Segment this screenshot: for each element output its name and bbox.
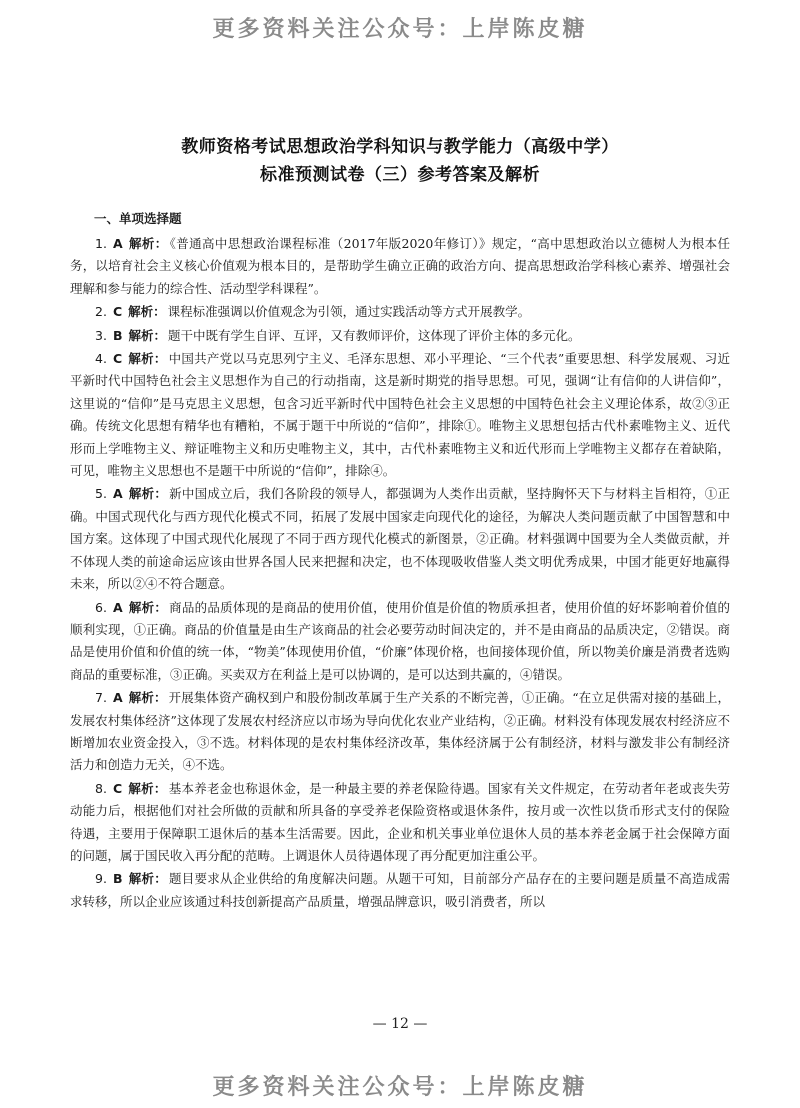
question-number: 3. bbox=[95, 327, 107, 343]
answer-letter: B bbox=[112, 871, 123, 887]
analysis-text: 课程标准强调以价值观念为引领，通过实践活动等方式开展教学。 bbox=[167, 304, 531, 320]
analysis-label: 解析： bbox=[128, 599, 168, 615]
analysis-label: 解析： bbox=[128, 304, 166, 320]
answer-item-2 bbox=[70, 301, 730, 323]
analysis-label: 解析： bbox=[128, 351, 167, 367]
analysis-text: 《普通高中思想政治课程标准（2017年版2020年修订）》规定，“高中思想政治以立德树人为根本任务，以培育社会主义核心价值观为根本目的，是帮助学生确立正确的政治方向、提高思想政治学科核心素养、增强社会理解和参与能力的综合性、活动型学科课程”。 bbox=[70, 236, 730, 296]
answer-item-5 bbox=[70, 483, 730, 595]
analysis-text: 题目要求从企业供给的角度解决问题。从题干可知，目前部分产品存在的主要问题是质量不高造成需求转移，所以企业应该通过科技创新提高产品质量，增强品牌意识，吸引消费者，所以 bbox=[70, 871, 730, 909]
answer-letter: C bbox=[112, 304, 123, 320]
answer-item-6 bbox=[70, 597, 730, 687]
question-number: 1. bbox=[95, 236, 107, 251]
question-number: 6. bbox=[95, 599, 107, 615]
analysis-label: 解析： bbox=[128, 236, 168, 251]
answer-content bbox=[70, 208, 730, 914]
section-heading: 一、单项选择题 bbox=[94, 211, 182, 226]
question-number: 5. bbox=[95, 486, 107, 502]
question-number: 7. bbox=[95, 690, 107, 706]
document-title-line-1: 教师资格考试思想政治学科知识与教学能力（高级中学） bbox=[181, 137, 619, 157]
watermark-bottom: 更多资料关注公众号：上岸陈皮糖 bbox=[212, 1075, 588, 1100]
document-title-line-2: 标准预测试卷（三）参考答案及解析 bbox=[260, 165, 540, 185]
question-number: 2. bbox=[95, 304, 107, 320]
analysis-text: 题干中既有学生自评、互评，又有教师评价，这体现了评价主体的多元化。 bbox=[167, 327, 581, 343]
answer-item-4 bbox=[70, 348, 730, 482]
watermark-top: 更多资料关注公众号：上岸陈皮糖 bbox=[212, 17, 588, 42]
analysis-label: 解析： bbox=[128, 871, 167, 887]
answer-letter: B bbox=[112, 327, 123, 343]
answer-item-8 bbox=[70, 778, 730, 868]
answer-item-9 bbox=[70, 868, 730, 913]
analysis-label: 解析： bbox=[128, 780, 167, 796]
question-number: 8. bbox=[95, 780, 107, 796]
question-number: 9. bbox=[95, 871, 107, 887]
page-number: — 12 — bbox=[372, 1016, 428, 1032]
answer-letter: A bbox=[112, 486, 123, 502]
analysis-text: 开展集体资产确权到户和股份制改革属于生产关系的不断完善，①正确。“在立足供需对接的基础上，发展农村集体经济”这体现了发展农村经济应以市场为导向优化农业产业结构，②正确。材料没有体现发展农村经济应不断增加农业资金投入，③不选。材料体现的是农村集体经济改革，集体经济属于公有制经济，材料与激发非公有制经济活力和创造力无关，④不选。 bbox=[70, 690, 730, 773]
answer-letter: A bbox=[112, 236, 123, 251]
analysis-text: 商品的品质体现的是商品的使用价值，使用价值是价值的物质承担者，使用价值的好坏影响着价值的顺利实现，①正确。商品的价值量是由生产该商品的社会必要劳动时间决定的，并不是由商品的品质决定，②错误。商品是使用价值和价值的统一体，“物美”体现使用价值，“价廉”体现价格，也间接体现价值，所以物美价廉是消费者选购商品的重要标准，③正确。买卖双方在利益上是可以协调的，是可以达到共赢的，④错误。 bbox=[70, 599, 730, 682]
answer-letter: A bbox=[112, 599, 123, 615]
answer-item-1 bbox=[70, 233, 730, 300]
question-number: 4. bbox=[95, 351, 107, 367]
answer-letter: C bbox=[112, 351, 123, 367]
analysis-text: 中国共产党以马克思列宁主义、毛泽东思想、邓小平理论、“三个代表”重要思想、科学发展观、习近平新时代中国特色社会主义思想作为自己的行动指南，这是新时期党的指导思想。可见，强调“让有信仰的人讲信仰”，这里说的“信仰”是马克思主义思想，包含习近平新时代中国特色社会主义思想的中国特色社会主义理论体系，故②③正确。传统文化思想有精华也有糟粕，不属于题干中所说的“信仰”，排除①。唯物主义思想包括古代朴素唯物主义、近代形而上学唯物主义、辩证唯物主义和历史唯物主义，其中，古代朴素唯物主义和近代形而上学唯物主义都存在着缺陷，可见，唯物主义思想也不是题干中所说的“信仰”，排除④。 bbox=[70, 351, 730, 479]
answer-item-7 bbox=[70, 687, 730, 777]
analysis-text: 基本养老金也称退休金，是一种最主要的养老保险待遇。国家有关文件规定，在劳动者年老或丧失劳动能力后，根据他们对社会所做的贡献和所具备的享受养老保险资格或退休条件，按月或一次性以货币形式支付的保险待遇，主要用于保障职工退休后的基本生活需要。因此，企业和机关事业单位退休人员的基本养老金属于社会保障方面的问题，属于国民收入再分配的范畴。上调退休人员待遇体现了再分配更加注重公平。 bbox=[70, 780, 730, 863]
analysis-label: 解析： bbox=[128, 690, 167, 706]
answer-item-3 bbox=[70, 325, 730, 347]
answer-letter: A bbox=[112, 690, 123, 706]
analysis-text: 新中国成立后，我们各阶段的领导人，都强调为人类作出贡献，坚持胸怀天下与材料主旨相符，①正确。中国式现代化与西方现代化模式不同，拓展了发展中国家走向现代化的途径，为解决人类问题贡献了中国智慧和中国方案。这体现了中国式现代化展现了不同于西方现代化模式的新图景，②正确。材料强调中国要为全人类做贡献，并不体现人类的前途命运应该由世界各国人民来把握和决定，也不体现吸收借鉴人类文明优秀成果，中国才能更好地赢得未来，所以②④不符合题意。 bbox=[70, 486, 730, 592]
analysis-label: 解析： bbox=[128, 327, 166, 343]
analysis-label: 解析： bbox=[128, 486, 168, 502]
answer-letter: C bbox=[112, 780, 123, 796]
